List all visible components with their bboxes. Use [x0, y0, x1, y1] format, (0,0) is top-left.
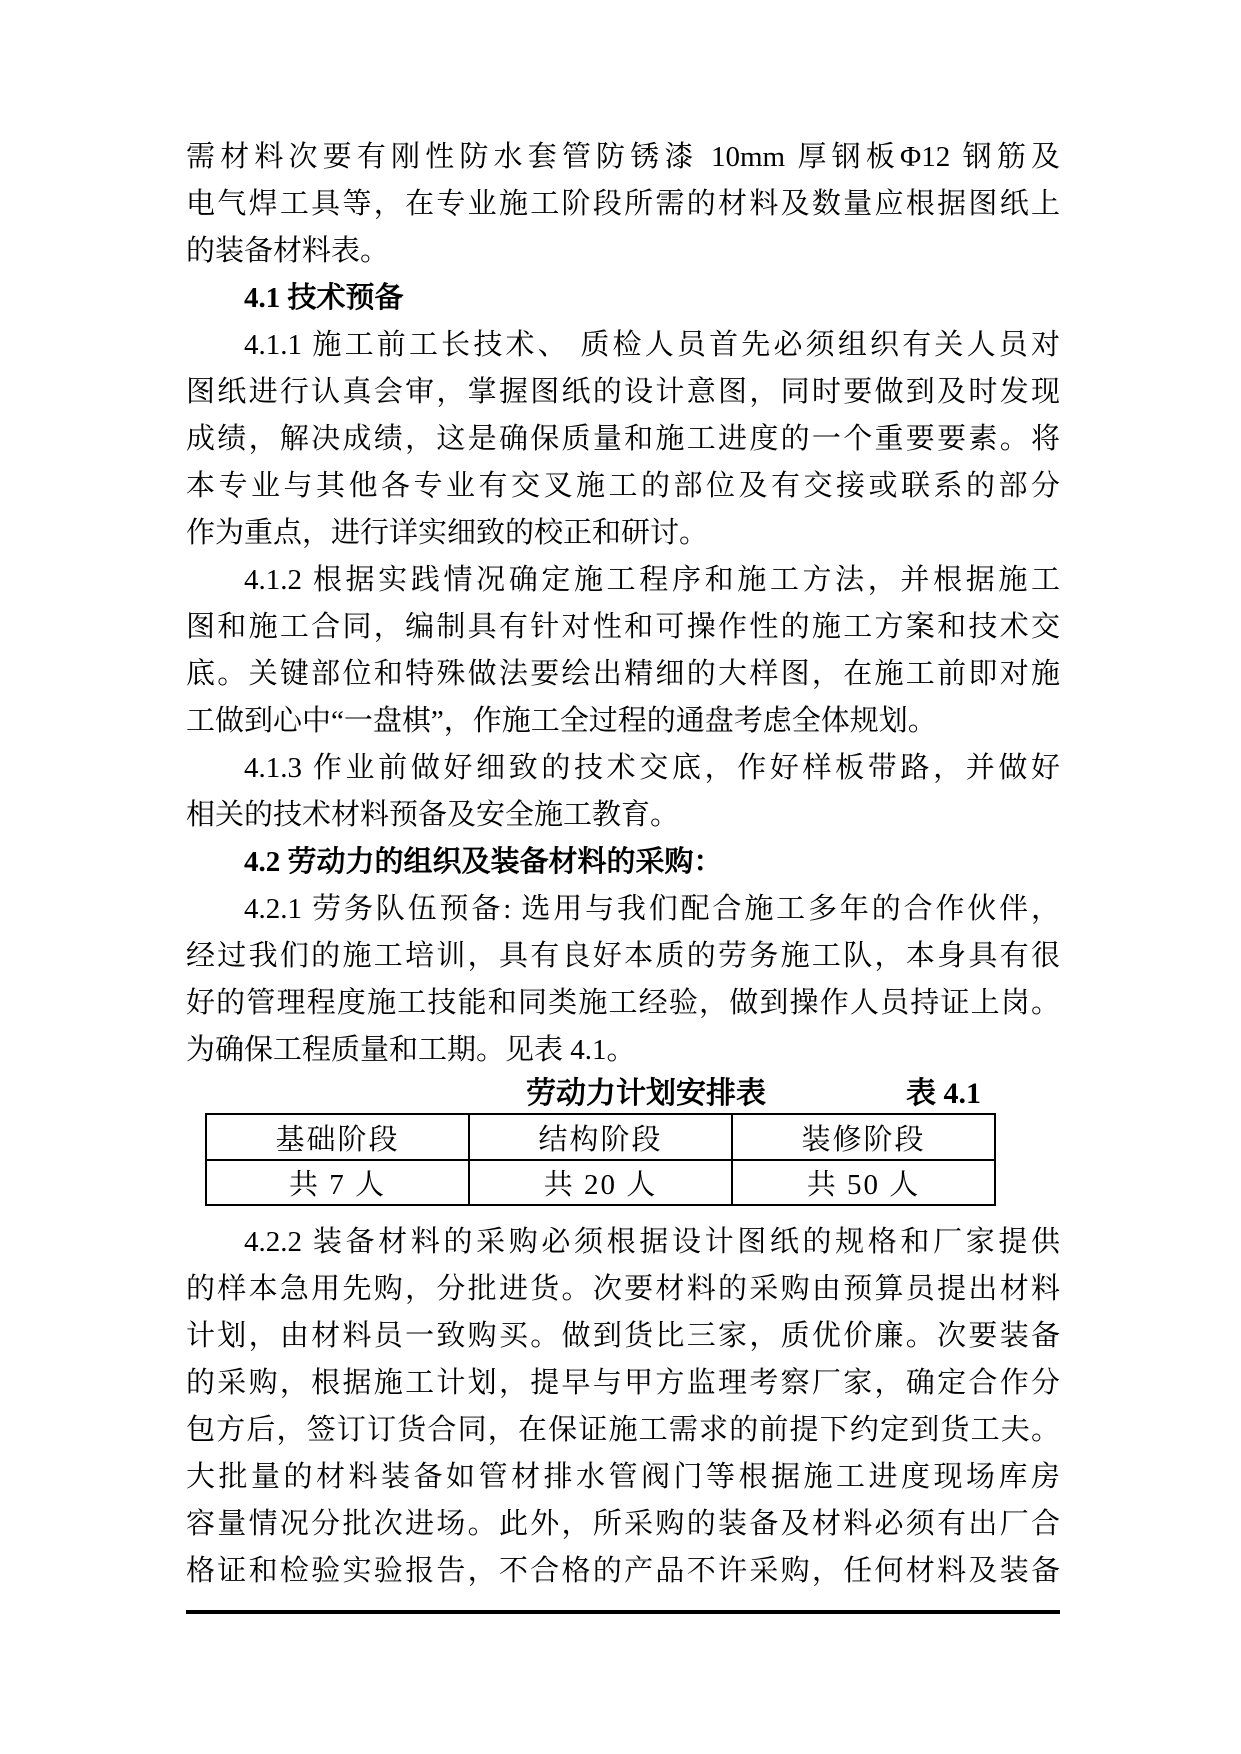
text-line: 容量情况分批次进场。此外，所采购的装备及材料必须有出厂合: [186, 1508, 1060, 1540]
text-line: 的采购，根据施工计划，提早与甲方监理考察厂家，确定合作分: [186, 1367, 1060, 1399]
text-line: 4.1.3 作业前做好细致的技术交底，作好样板带路，并做好: [244, 752, 1060, 784]
text-line: 4.2.2 装备材料的采购必须根据设计图纸的规格和厂家提供: [244, 1226, 1060, 1258]
text-line: 的样本急用先购，分批进货。次要材料的采购由预算员提出材料: [186, 1273, 1060, 1305]
table-header-row: [206, 1114, 995, 1160]
text-line: 包方后，签订订货合同，在保证施工需求的前提下约定到货工夫。: [186, 1414, 1060, 1446]
text-line: 的装备材料表。: [186, 235, 390, 267]
text-line: 经过我们的施工培训，具有良好本质的劳务施工队，本身具有很: [186, 940, 1060, 972]
paragraph-4-1-1: [186, 322, 1060, 557]
text-line: 格证和检验实验报告，不合格的产品不许采购，任何材料及装备: [186, 1555, 1060, 1587]
labor-plan-table: [205, 1113, 996, 1206]
paragraph-4-2-1: [186, 886, 1060, 1074]
table-header-cell: 基础阶段: [206, 1114, 469, 1160]
text-line: 4.1.2 根据实践情况确定施工程序和施工方法，并根据施工: [244, 564, 1060, 596]
section-heading-4-1: 4.1 技术预备: [244, 282, 404, 314]
text-line: 电气焊工具等，在专业施工阶段所需的材料及数量应根据图纸上: [186, 188, 1060, 220]
table-cell: 共 20 人: [469, 1160, 732, 1205]
text-line: 需材料次要有刚性防水套管防锈漆 10mm 厚钢板Φ12 钢筋及: [186, 141, 1060, 173]
text-line: 计划，由材料员一致购买。做到货比三家，质优价廉。次要装备: [186, 1320, 1060, 1352]
text-line: 本专业与其他各专业有交叉施工的部位及有交接或联系的部分: [186, 470, 1060, 502]
text-line: 工做到心中“一盘棋”，作施工全过程的通盘考虑全体规划。: [186, 705, 937, 737]
paragraph-materials: [186, 134, 1060, 275]
footer-separator-line: [186, 1610, 1060, 1614]
text-line: 相关的技术材料预备及安全施工教育。: [186, 799, 680, 831]
text-line: 4.1.1 施工前工长技术、 质检人员首先必须组织有关人员对: [244, 329, 1060, 361]
table-header-cell: 结构阶段: [469, 1114, 732, 1160]
paragraph-4-1-3: [186, 745, 1060, 839]
table-header-cell: 装修阶段: [732, 1114, 995, 1160]
text-line: 作为重点，进行详实细致的校正和研讨。: [186, 517, 709, 549]
section-heading-4-2: 4.2 劳动力的组织及装备材料的采购：: [244, 846, 723, 878]
text-line: 4.2.1 劳务队伍预备: 选用与我们配合施工多年的合作伙伴，: [244, 893, 1060, 925]
table-caption-line: [186, 1074, 1060, 1113]
table-caption: 劳动力计划安排表: [526, 1077, 766, 1110]
text-line: 大批量的材料装备如管材排水管阀门等根据施工进度现场库房: [186, 1461, 1060, 1493]
text-line: 底。关键部位和特殊做法要绘出精细的大样图，在施工前即对施: [186, 658, 1060, 690]
table-row: [206, 1160, 995, 1205]
table-reference: 表 4.1: [906, 1077, 981, 1110]
paragraph-4-2-2: [186, 1219, 1060, 1595]
text-line: 为确保工程质量和工期。见表 4.1。: [186, 1034, 636, 1066]
table-cell: 共 50 人: [732, 1160, 995, 1205]
paragraph-4-1-2: [186, 557, 1060, 745]
page-content: [186, 134, 1060, 1614]
text-line: 成绩，解决成绩，这是确保质量和施工进度的一个重要要素。将: [186, 423, 1060, 455]
text-line: 好的管理程度施工技能和同类施工经验，做到操作人员持证上岗。: [186, 987, 1060, 1019]
table-cell: 共 7 人: [206, 1160, 469, 1205]
text-line: 图和施工合同，编制具有针对性和可操作性的施工方案和技术交: [186, 611, 1060, 643]
text-line: 图纸进行认真会审，掌握图纸的设计意图，同时要做到及时发现: [186, 376, 1060, 408]
